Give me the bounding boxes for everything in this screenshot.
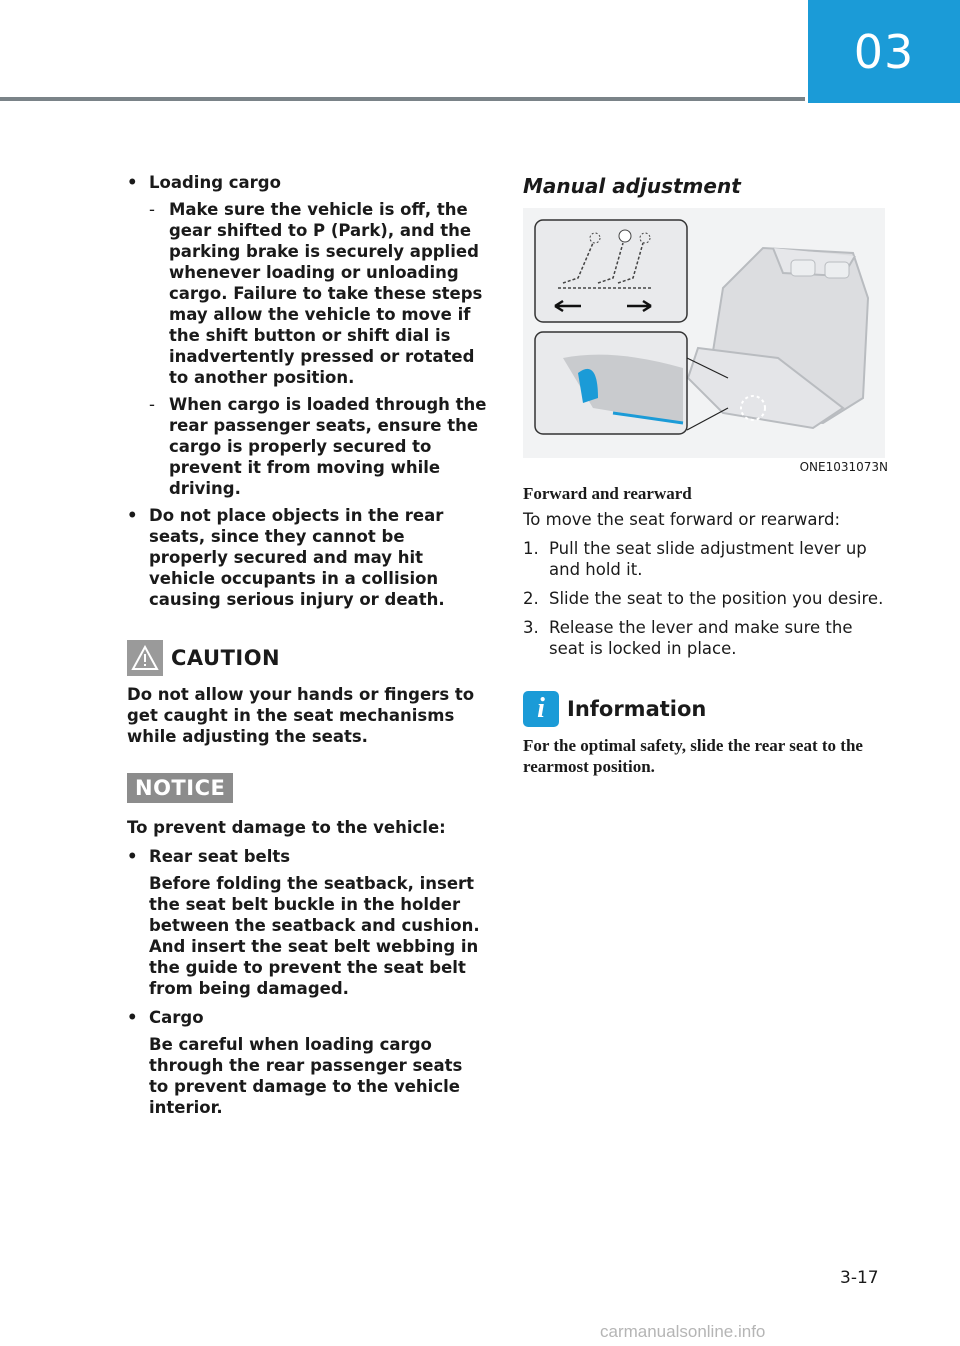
caution-text: Do not allow your hands or fingers to get caught in the seat mechanisms while adjusting the seats. xyxy=(127,685,475,746)
notice-item-text: Be careful when loading cargo through the rear passenger seats to prevent damage to the vehicle interior. xyxy=(149,1035,463,1117)
notice-item-title: Cargo xyxy=(149,1008,204,1027)
caution-header xyxy=(127,640,487,676)
notice-item-title: Rear seat belts xyxy=(149,847,291,866)
info-text: For the optimal safety, slide the rear seat to the rearmost position. xyxy=(523,736,863,776)
step-number: 1. xyxy=(523,539,539,558)
chapter-tab: 03 xyxy=(808,0,960,103)
section-title: Manual adjustment xyxy=(523,174,741,198)
left-column xyxy=(127,172,487,1124)
notice-intro: To prevent damage to the vehicle: xyxy=(127,818,446,837)
warning-triangle-icon xyxy=(127,640,163,676)
step-item xyxy=(523,617,888,659)
bullet-objects xyxy=(127,505,487,610)
dash-item-text: Make sure the vehicle is off, the gear shifted to P (Park), and the parking brake is securely applied whenever loading or unloading cargo. Failure to take these steps may allow the vehicle to move if the shift button or shift dial is inadvertently pressed or rotated to another position. xyxy=(169,200,483,387)
notice-item-text: Before folding the seatback, insert the seat belt buckle in the holder between the seatback and cushion. And insert the seat belt webbing in the guide to prevent the seat belt from being damaged. xyxy=(149,874,480,998)
step-number: 2. xyxy=(523,589,539,608)
step-text: Pull the seat slide adjustment lever up and hold it. xyxy=(549,539,867,579)
bullet-dot: • xyxy=(127,1008,138,1027)
header-rule xyxy=(0,97,805,101)
step-text: Release the lever and make sure the seat is locked in place. xyxy=(549,618,853,658)
page-number: 3-17 xyxy=(840,1268,879,1288)
step-item xyxy=(523,588,888,609)
caution-title: CAUTION xyxy=(171,646,281,670)
lever-detail-inset xyxy=(535,332,687,434)
rear-seat-image xyxy=(688,248,868,428)
info-header xyxy=(523,691,888,727)
notice-item xyxy=(127,846,487,867)
objects-text: Do not place objects in the rear seats, since they cannot be properly secured and may hit vehicle occupants in a collision causing serious injury or death. xyxy=(149,506,445,609)
seat-illustration xyxy=(523,208,885,458)
step-text: Slide the seat to the position you desire. xyxy=(549,589,884,608)
info-icon: i xyxy=(523,691,559,727)
step-item xyxy=(523,538,888,580)
intro-text: To move the seat forward or rearward: xyxy=(523,510,841,529)
right-column xyxy=(523,172,888,777)
dash-item xyxy=(127,199,487,388)
dash-mark: - xyxy=(149,395,155,414)
loading-cargo-title: Loading cargo xyxy=(149,173,281,192)
bullet-dot: • xyxy=(127,173,138,192)
subheading: Forward and rearward xyxy=(523,484,692,503)
notice-item xyxy=(127,1007,487,1028)
watermark: carmanualsonline.info xyxy=(600,1322,766,1341)
bullet-dot: • xyxy=(127,506,138,525)
figure-code: ONE1031073N xyxy=(799,460,888,474)
notice-badge: NOTICE xyxy=(127,773,233,803)
bullet-loading-cargo xyxy=(127,172,487,193)
dash-item-text: When cargo is loaded through the rear passenger seats, ensure the cargo is properly secured to prevent it from moving while driving. xyxy=(169,395,487,498)
bullet-dot: • xyxy=(127,847,138,866)
dash-item xyxy=(127,394,487,499)
dash-mark: - xyxy=(149,200,155,219)
info-title: Information xyxy=(567,697,707,721)
step-number: 3. xyxy=(523,618,539,637)
seat-slide-diagram-inset xyxy=(535,220,687,322)
